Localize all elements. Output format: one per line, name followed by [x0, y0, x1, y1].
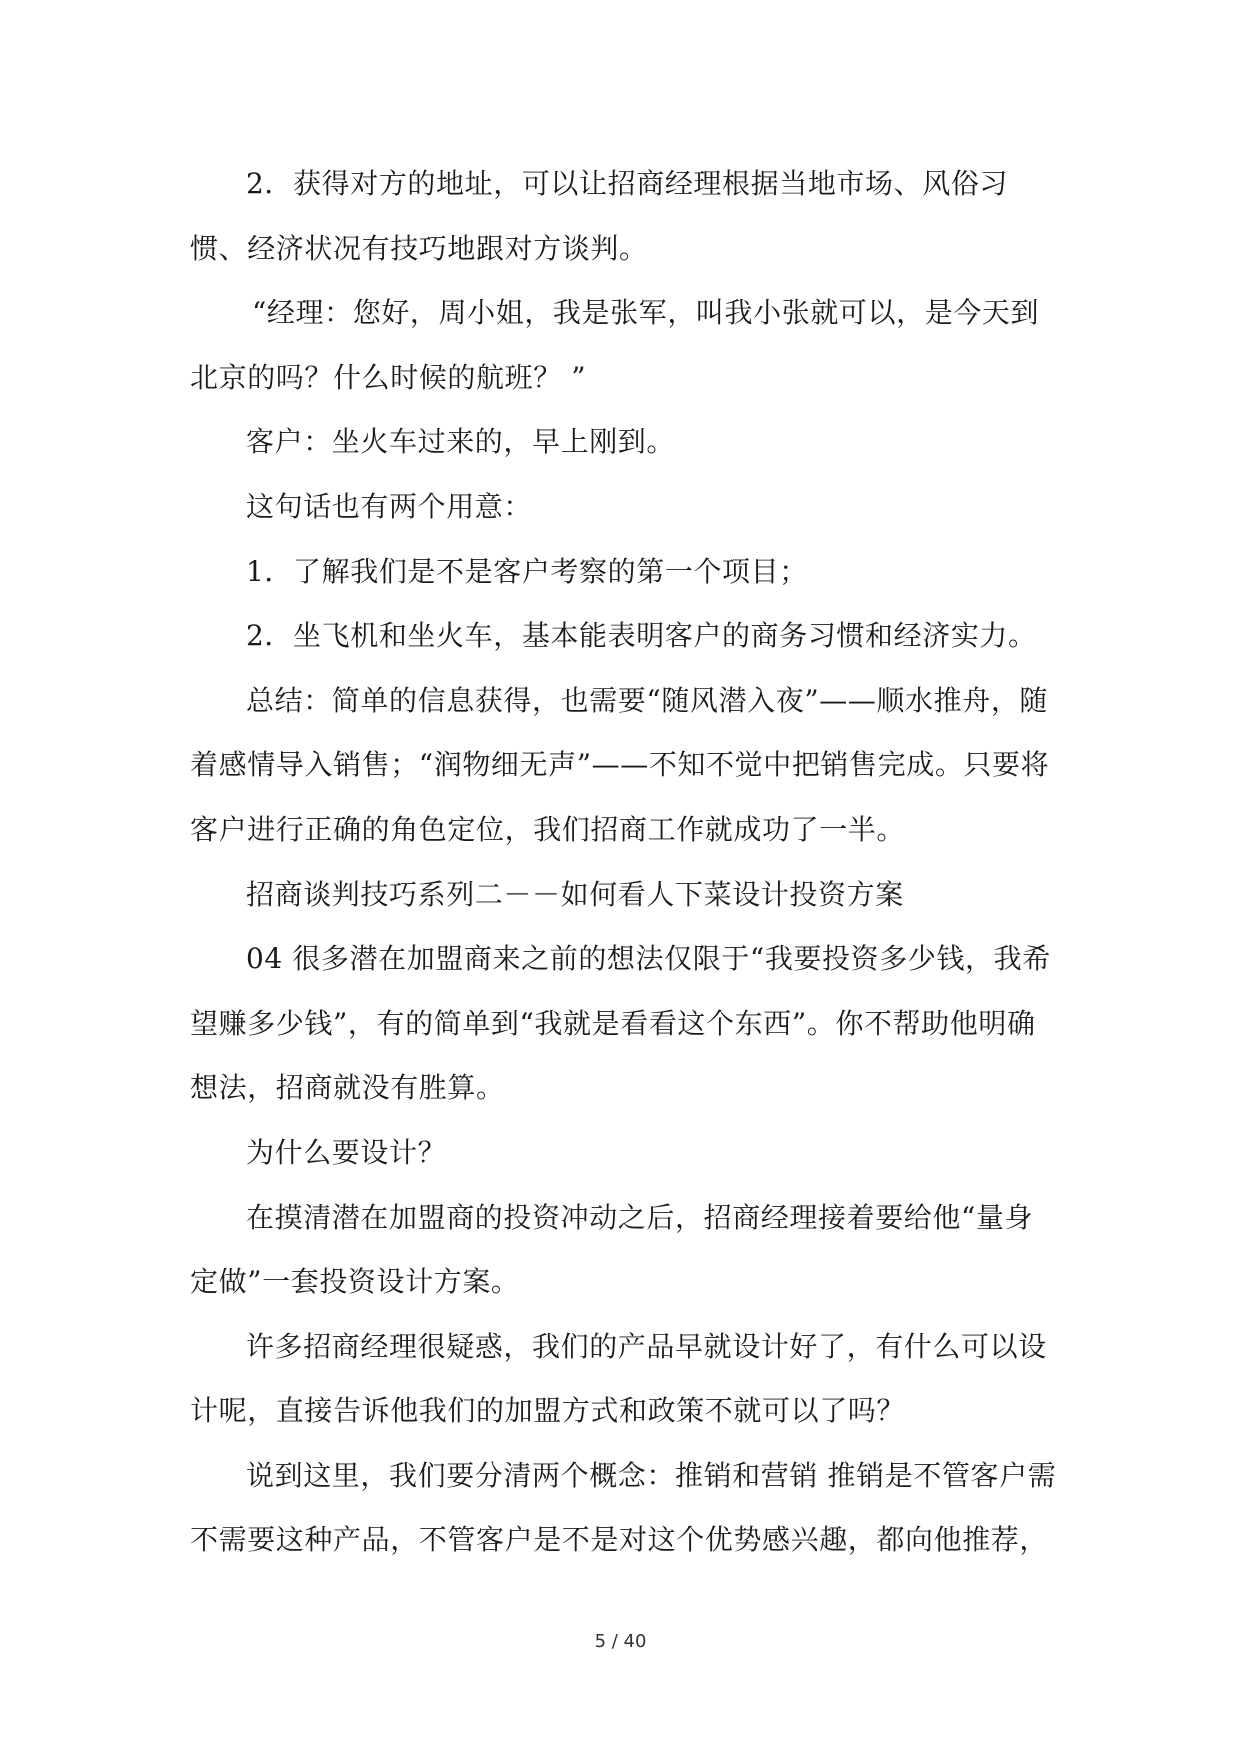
- paragraph-address-purpose: 2．获得对方的地址，可以让招商经理根据当地市场、风俗习惯、经济状况有技巧地跟对方谈判。: [190, 167, 1009, 265]
- paragraph-why-design: 为什么要设计？: [246, 1135, 447, 1169]
- paragraph-customer-reply: 客户：坐火车过来的，早上刚到。: [246, 425, 676, 459]
- page-number: 5 / 40: [594, 1631, 647, 1652]
- page-body: [190, 152, 1060, 1573]
- paragraph-tailored-plan: 在摸清潜在加盟商的投资冲动之后，招商经理接着要给他“量身定做”一套投资设计方案。: [190, 1200, 1034, 1299]
- section-heading-series-two: 招商谈判技巧系列二－－如何看人下菜设计投资方案: [246, 877, 904, 911]
- paragraph-franchisee-ideas: 04 很多潜在加盟商来之前的想法仅限于“我要投资多少钱，我希望赚多少钱”，有的简单到“我就是看看这个东西”。你不帮助他明确想法，招商就没有胜算。: [190, 942, 1051, 1105]
- paragraph-purpose-two: 2．坐飞机和坐火车，基本能表明客户的商务习惯和经济实力。: [246, 619, 1037, 653]
- paragraph-manager-doubt: 许多招商经理很疑惑，我们的产品早就设计好了，有什么可以设计呢，直接告诉他我们的加盟方式和政策不就可以了吗？: [190, 1329, 1047, 1428]
- paragraph-purpose-one: 1．了解我们是不是客户考察的第一个项目；: [246, 554, 808, 588]
- paragraph-manager-greeting: “经理：您好，周小姐，我是张军，叫我小张就可以，是今天到北京的吗？什么时候的航班？ ”: [190, 296, 1040, 394]
- paragraph-two-concepts: 说到这里，我们要分清两个概念：推销和营销 推销是不管客户需不需要这种产品，不管客户是不是对这个优势感兴趣，都向他推荐，: [190, 1458, 1057, 1557]
- paragraph-summary: 总结：简单的信息获得，也需要“随风潜入夜”——顺水推舟，随着感情导入销售；“润物细无声”——不知不觉中把销售完成。只要将客户进行正确的角色定位，我们招商工作就成功了一半。: [190, 683, 1050, 846]
- paragraph-two-purposes: 这句话也有两个用意：: [246, 489, 533, 523]
